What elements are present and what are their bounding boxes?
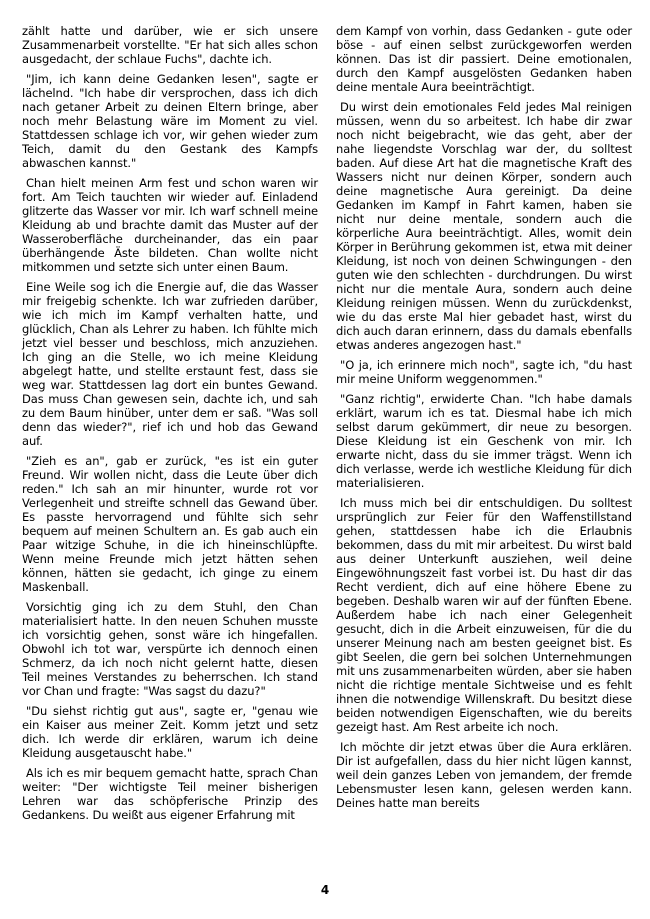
paragraph: "Zieh es an", gab er zurück, "es ist ein guter Freund. Wir wollen nicht, dass die Leute über dich reden." Ich sah an mir hinunter, wurde rot vor Verlegenheit und streifte schnell das Gewand über. Es passte hervorragend und fühlte sich sehr bequem auf meinen Schultern an. Es gab auch ein Paar witzige Schuhe, in die ich hineinschlüpfte. Wenn meine Freunde mich jetzt hätten sehen können, hätten sie gedacht, ich ginge zu einem Maskenball.	[22, 454, 318, 594]
paragraph: Ich muss mich bei dir entschuldigen. Du solltest ursprünglich zur Feier für den Waffenstillstand gehen, stattdessen habe ich die Erlaubnis bekommen, dass du mit mir arbeitest. Du wirst bald aus deiner Unterkunft ausziehen, weil deine Eingewöhnungszeit fast vorbei ist. Du hast dir das Recht verdient, dich auf eine höhere Ebene zu begeben. Deshalb waren wir auf der fünften Ebene. Außerdem habe ich nach einer Gelegenheit gesucht, dich in die Arbeit einzuweisen, für die du unserer Meinung nach am besten geeignet bist. Es gibt Seelen, die gern bei solchen Unternehmungen mit uns zusammenarbeiten würden, aber sie haben nicht die richtige mentale Sichtweise und es fehlt ihnen die notwendige Willenskraft. Du besitzt diese beiden notwendigen Eigenschaften, wie du bereits gezeigt hast. Am Rest arbeite ich noch.	[336, 496, 632, 734]
paragraph: "O ja, ich erinnere mich noch", sagte ich, "du hast mir meine Uniform weggenommen."	[336, 358, 632, 386]
paragraph: "Ganz richtig", erwiderte Chan. "Ich habe damals erklärt, warum ich es tat. Diesmal habe ich mich selbst darum gekümmert, dir neue zu besorgen. Diese Kleidung ist ein Geschenk von mir. Ich erwarte nicht, dass du sie immer trägst. Wenn ich dich verlasse, werde ich westliche Kleidung für dich materialisieren.	[336, 392, 632, 490]
paragraph: Eine Weile sog ich die Energie auf, die das Wasser mir freigebig schenkte. Ich war zufrieden darüber, wie ich mich im Kampf verhalten hatte, und glücklich, Chan als Lehrer zu haben. Ich fühlte mich jetzt viel besser und beschloss, mich anzuziehen. Ich ging an die Stelle, wo ich meine Kleidung abgelegt hatte, und stellte erstaunt fest, dass sie weg war. Stattdessen lag dort ein buntes Gewand. Das muss Chan gewesen sein, dachte ich, und sah zu dem Baum hinüber, unter dem er saß. "Was soll denn das wieder?", rief ich und hob das Gewand auf.	[22, 280, 318, 448]
paragraph: Du wirst dein emotionales Feld jedes Mal reinigen müssen, wenn du so arbeitest. Ich habe dir zwar noch nicht beigebracht, wie das geht, aber der nahe liegendste Vorschlag war der, du solltest baden. Auf diese Art hat die magnetische Kraft des Wassers nicht nur deinen Körper, sondern auch deine magnetische Aura gereinigt. Da deine Gedanken im Kampf in Fahrt kamen, haben sie nicht nur deine mentale, sondern auch die körperliche Aura beeinträchtigt. Alles, womit dein Körper in Berührung gekommen ist, etwa mit deiner Kleidung, ist noch von deinen Schwingungen - den guten wie den schlechten - durchdrungen. Du wirst nicht nur die mentale Aura, sondern auch deine Kleidung reinigen müssen. Wenn du zurückdenkst, wie du das erste Mal hier gebadet hast, wirst du dich auch daran erinnern, dass du damals ebenfalls etwas anderes angezogen hast."	[336, 100, 632, 352]
text-column-right	[336, 24, 632, 828]
paragraph: dem Kampf von vorhin, dass Gedanken - gute oder böse - auf einen selbst zurückgeworfen werden können. Das ist dir passiert. Deine emotionalen, durch den Kampf ausgelösten Gedanken haben deine mentale Aura beeinträchtigt.	[336, 24, 632, 94]
text-column-left	[22, 24, 318, 828]
paragraph: Chan hielt meinen Arm fest und schon waren wir fort. Am Teich tauchten wir wieder auf. Einladend glitzerte das Wasser vor mir. Ich warf schnell meine Kleidung ab und brachte damit das Muster auf der Wasseroberfläche durcheinander, das ein paar überhängende Äste bildeten. Chan wollte nicht mitkommen und setzte sich unter einen Baum.	[22, 176, 318, 274]
paragraph: "Jim, ich kann deine Gedanken lesen", sagte er lächelnd. "Ich habe dir versprochen, dass ich dich nach getaner Arbeit zu deinen Eltern bringe, aber noch mehr Belastung wäre im Moment zu viel. Stattdessen schlage ich vor, wir gehen wieder zum Teich, damit du den Gestank des Kampfs abwaschen kannst."	[22, 72, 318, 170]
page-number: 4	[320, 883, 330, 897]
paragraph: Ich möchte dir jetzt etwas über die Aura erklären. Dir ist aufgefallen, dass du hier nicht lügen kannst, weil dein ganzes Leben von jemandem, der fremde Lebensmuster lesen kann, gelesen werden kann. Deines hatte man bereits	[336, 740, 632, 810]
paragraph: Vorsichtig ging ich zu dem Stuhl, den Chan materialisiert hatte. In den neuen Schuhen musste ich vorsichtig gehen, sonst wäre ich hingefallen. Obwohl ich tot war, verspürte ich dennoch einen Schmerz, da ich noch nicht gelernt hatte, diesen Teil meines Verstandes zu beherrschen. Ich stand vor Chan und fragte: "Was sagst du dazu?"	[22, 600, 318, 698]
paragraph: Als ich es mir bequem gemacht hatte, sprach Chan weiter: "Der wichtigste Teil meiner bisherigen Lehren war das schöpferische Prinzip des Gedankens. Du weißt aus eigener Erfahrung mit	[22, 766, 318, 822]
paragraph: "Du siehst richtig gut aus", sagte er, "genau wie ein Kaiser aus meiner Zeit. Komm jetzt und setz dich. Ich werde dir erklären, warum ich deine Kleidung ausgetauscht habe."	[22, 704, 318, 760]
paragraph: zählt hatte und darüber, wie er sich unsere Zusammenarbeit vorstellte. "Er hat sich alles schon ausgedacht, der schlaue Fuchs", dachte ich.	[22, 24, 318, 66]
text-columns	[22, 24, 632, 828]
